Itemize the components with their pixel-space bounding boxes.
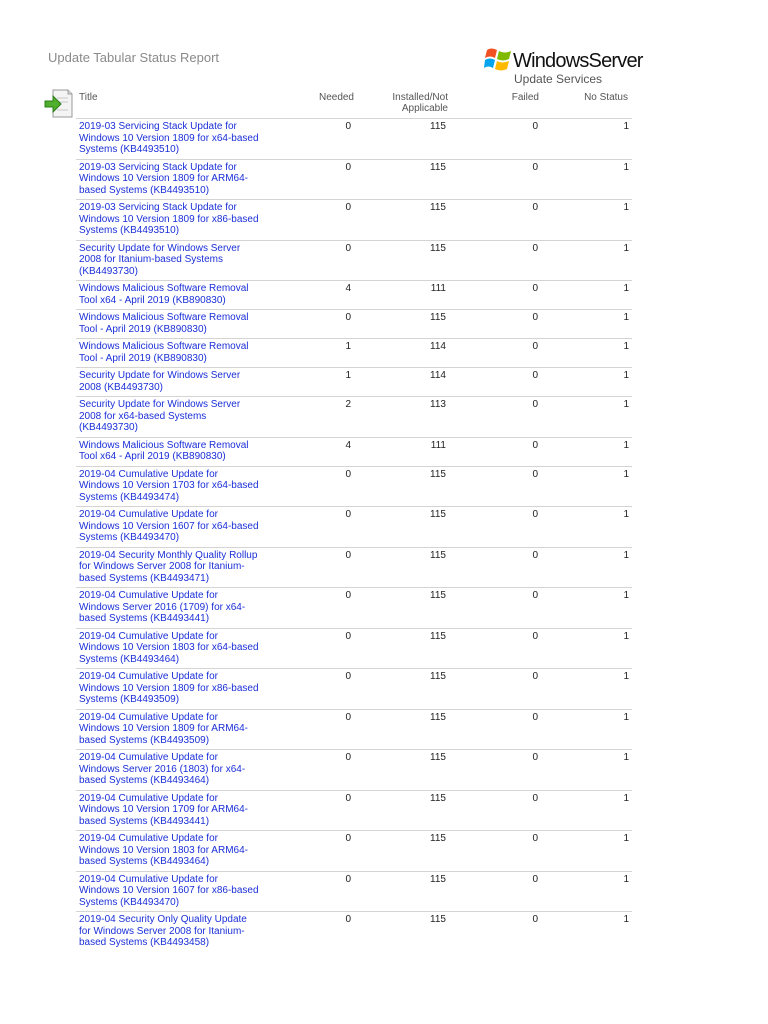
needed-count: 0	[266, 709, 354, 750]
document-green-arrow-icon	[44, 87, 74, 119]
failed-count: 0	[448, 912, 541, 952]
update-title-link[interactable]: 2019-04 Security Only Quality Update for Windows Server 2008 for Itanium-based Systems (KB4493458)	[76, 912, 266, 952]
needed-count: 0	[266, 588, 354, 629]
no-status-count: 1	[541, 119, 632, 160]
table-row	[76, 790, 632, 831]
table-header-row	[76, 90, 632, 119]
update-title-link[interactable]: Windows Malicious Software Removal Tool - April 2019 (KB890830)	[76, 339, 266, 368]
no-status-count: 1	[541, 281, 632, 310]
no-status-count: 1	[541, 547, 632, 588]
update-title-link[interactable]: 2019-03 Servicing Stack Update for Windows 10 Version 1809 for ARM64-based Systems (KB4493510)	[76, 159, 266, 200]
needed-count: 0	[266, 119, 354, 160]
logo-brand: WindowsServer	[513, 50, 643, 72]
needed-count: 0	[266, 831, 354, 872]
table-row	[76, 159, 632, 200]
no-status-count: 1	[541, 709, 632, 750]
installed-count: 115	[354, 831, 448, 872]
needed-count: 0	[266, 240, 354, 281]
failed-count: 0	[448, 790, 541, 831]
no-status-count: 1	[541, 871, 632, 912]
failed-count: 0	[448, 339, 541, 368]
update-title-link[interactable]: 2019-04 Cumulative Update for Windows 10 Version 1703 for x64-based Systems (KB4493474)	[76, 466, 266, 507]
installed-count: 114	[354, 368, 448, 397]
table-row	[76, 588, 632, 629]
no-status-count: 1	[541, 831, 632, 872]
failed-count: 0	[448, 466, 541, 507]
needed-count: 0	[266, 871, 354, 912]
needed-count: 0	[266, 912, 354, 952]
table-row	[76, 466, 632, 507]
failed-count: 0	[448, 159, 541, 200]
failed-count: 0	[448, 437, 541, 466]
table-row	[76, 831, 632, 872]
installed-count: 115	[354, 200, 448, 241]
table-row	[76, 437, 632, 466]
table-row	[76, 750, 632, 791]
installed-count: 115	[354, 669, 448, 710]
update-title-link[interactable]: 2019-04 Cumulative Update for Windows 10 Version 1803 for x64-based Systems (KB4493464)	[76, 628, 266, 669]
needed-count: 1	[266, 368, 354, 397]
update-title-link[interactable]: 2019-04 Cumulative Update for Windows 10 Version 1709 for ARM64-based Systems (KB4493441)	[76, 790, 266, 831]
needed-count: 0	[266, 669, 354, 710]
no-status-count: 1	[541, 200, 632, 241]
installed-count: 115	[354, 709, 448, 750]
table-row	[76, 397, 632, 438]
update-title-link[interactable]: Security Update for Windows Server 2008 for Itanium-based Systems (KB4493730)	[76, 240, 266, 281]
table-row	[76, 200, 632, 241]
installed-count: 115	[354, 240, 448, 281]
installed-count: 115	[354, 790, 448, 831]
failed-count: 0	[448, 588, 541, 629]
col-header-failed[interactable]: Failed	[511, 92, 539, 103]
report-title: Update Tabular Status Report	[48, 50, 220, 65]
windows-flag-icon	[484, 46, 512, 72]
table-row	[76, 669, 632, 710]
installed-count: 115	[354, 119, 448, 160]
installed-count: 115	[354, 871, 448, 912]
failed-count: 0	[448, 368, 541, 397]
needed-count: 0	[266, 750, 354, 791]
failed-count: 0	[448, 871, 541, 912]
needed-count: 0	[266, 466, 354, 507]
failed-count: 0	[448, 831, 541, 872]
table-row	[76, 368, 632, 397]
col-header-no-status[interactable]: No Status	[584, 92, 628, 103]
failed-count: 0	[448, 709, 541, 750]
installed-count: 115	[354, 310, 448, 339]
needed-count: 0	[266, 200, 354, 241]
table-row	[76, 628, 632, 669]
needed-count: 0	[266, 628, 354, 669]
no-status-count: 1	[541, 588, 632, 629]
failed-count: 0	[448, 200, 541, 241]
installed-count: 111	[354, 437, 448, 466]
failed-count: 0	[448, 240, 541, 281]
update-title-link[interactable]: 2019-03 Servicing Stack Update for Windows 10 Version 1809 for x86-based Systems (KB4493510)	[76, 200, 266, 241]
table-row	[76, 240, 632, 281]
failed-count: 0	[448, 310, 541, 339]
needed-count: 0	[266, 790, 354, 831]
table-row	[76, 871, 632, 912]
table-row	[76, 339, 632, 368]
no-status-count: 1	[541, 368, 632, 397]
installed-count: 115	[354, 750, 448, 791]
logo-product: Update Services	[514, 72, 603, 86]
no-status-count: 1	[541, 669, 632, 710]
update-title-link[interactable]: 2019-04 Cumulative Update for Windows 10 Version 1607 for x64-based Systems (KB4493470)	[76, 507, 266, 548]
failed-count: 0	[448, 547, 541, 588]
installed-count: 115	[354, 466, 448, 507]
update-title-link[interactable]: 2019-04 Cumulative Update for Windows 10 Version 1809 for x86-based Systems (KB4493509)	[76, 669, 266, 710]
no-status-count: 1	[541, 628, 632, 669]
col-header-installed[interactable]: Installed/Not Applicable	[392, 92, 448, 114]
needed-count: 4	[266, 437, 354, 466]
no-status-count: 1	[541, 240, 632, 281]
no-status-count: 1	[541, 507, 632, 548]
failed-count: 0	[448, 507, 541, 548]
installed-count: 115	[354, 507, 448, 548]
installed-count: 115	[354, 588, 448, 629]
needed-count: 0	[266, 547, 354, 588]
installed-count: 115	[354, 628, 448, 669]
update-title-link[interactable]: Windows Malicious Software Removal Tool x64 - April 2019 (KB890830)	[76, 437, 266, 466]
table-row	[76, 119, 632, 160]
col-header-needed[interactable]: Needed	[318, 92, 354, 103]
needed-count: 1	[266, 339, 354, 368]
update-title-link[interactable]: 2019-03 Servicing Stack Update for Windows 10 Version 1809 for x64-based Systems (KB4493510)	[76, 119, 266, 160]
no-status-count: 1	[541, 437, 632, 466]
needed-count: 0	[266, 310, 354, 339]
no-status-count: 1	[541, 912, 632, 952]
installed-count: 115	[354, 547, 448, 588]
no-status-count: 1	[541, 159, 632, 200]
failed-count: 0	[448, 669, 541, 710]
needed-count: 2	[266, 397, 354, 438]
no-status-count: 1	[541, 790, 632, 831]
update-title-link[interactable]: 2019-04 Cumulative Update for Windows 10 Version 1803 for ARM64-based Systems (KB4493464)	[76, 831, 266, 872]
table-row	[76, 547, 632, 588]
update-title-link[interactable]: Security Update for Windows Server 2008 (KB4493730)	[76, 368, 266, 397]
failed-count: 0	[448, 119, 541, 160]
table-row	[76, 709, 632, 750]
failed-count: 0	[448, 397, 541, 438]
no-status-count: 1	[541, 397, 632, 438]
update-title-link[interactable]: 2019-04 Cumulative Update for Windows Server 2016 (1803) for x64-based Systems (KB4493464)	[76, 750, 266, 791]
wsus-logo	[484, 44, 643, 88]
update-title-link[interactable]: 2019-04 Security Monthly Quality Rollup for Windows Server 2008 for Itanium-based Systems (KB4493471)	[76, 547, 266, 588]
table-row	[76, 912, 632, 952]
update-title-link[interactable]: 2019-04 Cumulative Update for Windows 10 Version 1809 for ARM64-based Systems (KB4493509)	[76, 709, 266, 750]
needed-count: 0	[266, 159, 354, 200]
installed-count: 111	[354, 281, 448, 310]
table-row	[76, 281, 632, 310]
update-title-link[interactable]: 2019-04 Cumulative Update for Windows 10 Version 1607 for x86-based Systems (KB4493470)	[76, 871, 266, 912]
failed-count: 0	[448, 281, 541, 310]
no-status-count: 1	[541, 466, 632, 507]
no-status-count: 1	[541, 310, 632, 339]
report-table	[76, 90, 632, 952]
update-title-link[interactable]: Security Update for Windows Server 2008 for x64-based Systems (KB4493730)	[76, 397, 266, 438]
no-status-count: 1	[541, 339, 632, 368]
failed-count: 0	[448, 628, 541, 669]
table-row	[76, 310, 632, 339]
installed-count: 115	[354, 912, 448, 952]
needed-count: 4	[266, 281, 354, 310]
installed-count: 113	[354, 397, 448, 438]
installed-count: 114	[354, 339, 448, 368]
update-title-link[interactable]: Windows Malicious Software Removal Tool x64 - April 2019 (KB890830)	[76, 281, 266, 310]
update-title-link[interactable]: Windows Malicious Software Removal Tool - April 2019 (KB890830)	[76, 310, 266, 339]
failed-count: 0	[448, 750, 541, 791]
col-header-title[interactable]: Title	[79, 92, 98, 103]
needed-count: 0	[266, 507, 354, 548]
installed-count: 115	[354, 159, 448, 200]
no-status-count: 1	[541, 750, 632, 791]
table-row	[76, 507, 632, 548]
update-title-link[interactable]: 2019-04 Cumulative Update for Windows Server 2016 (1709) for x64-based Systems (KB4493441)	[76, 588, 266, 629]
